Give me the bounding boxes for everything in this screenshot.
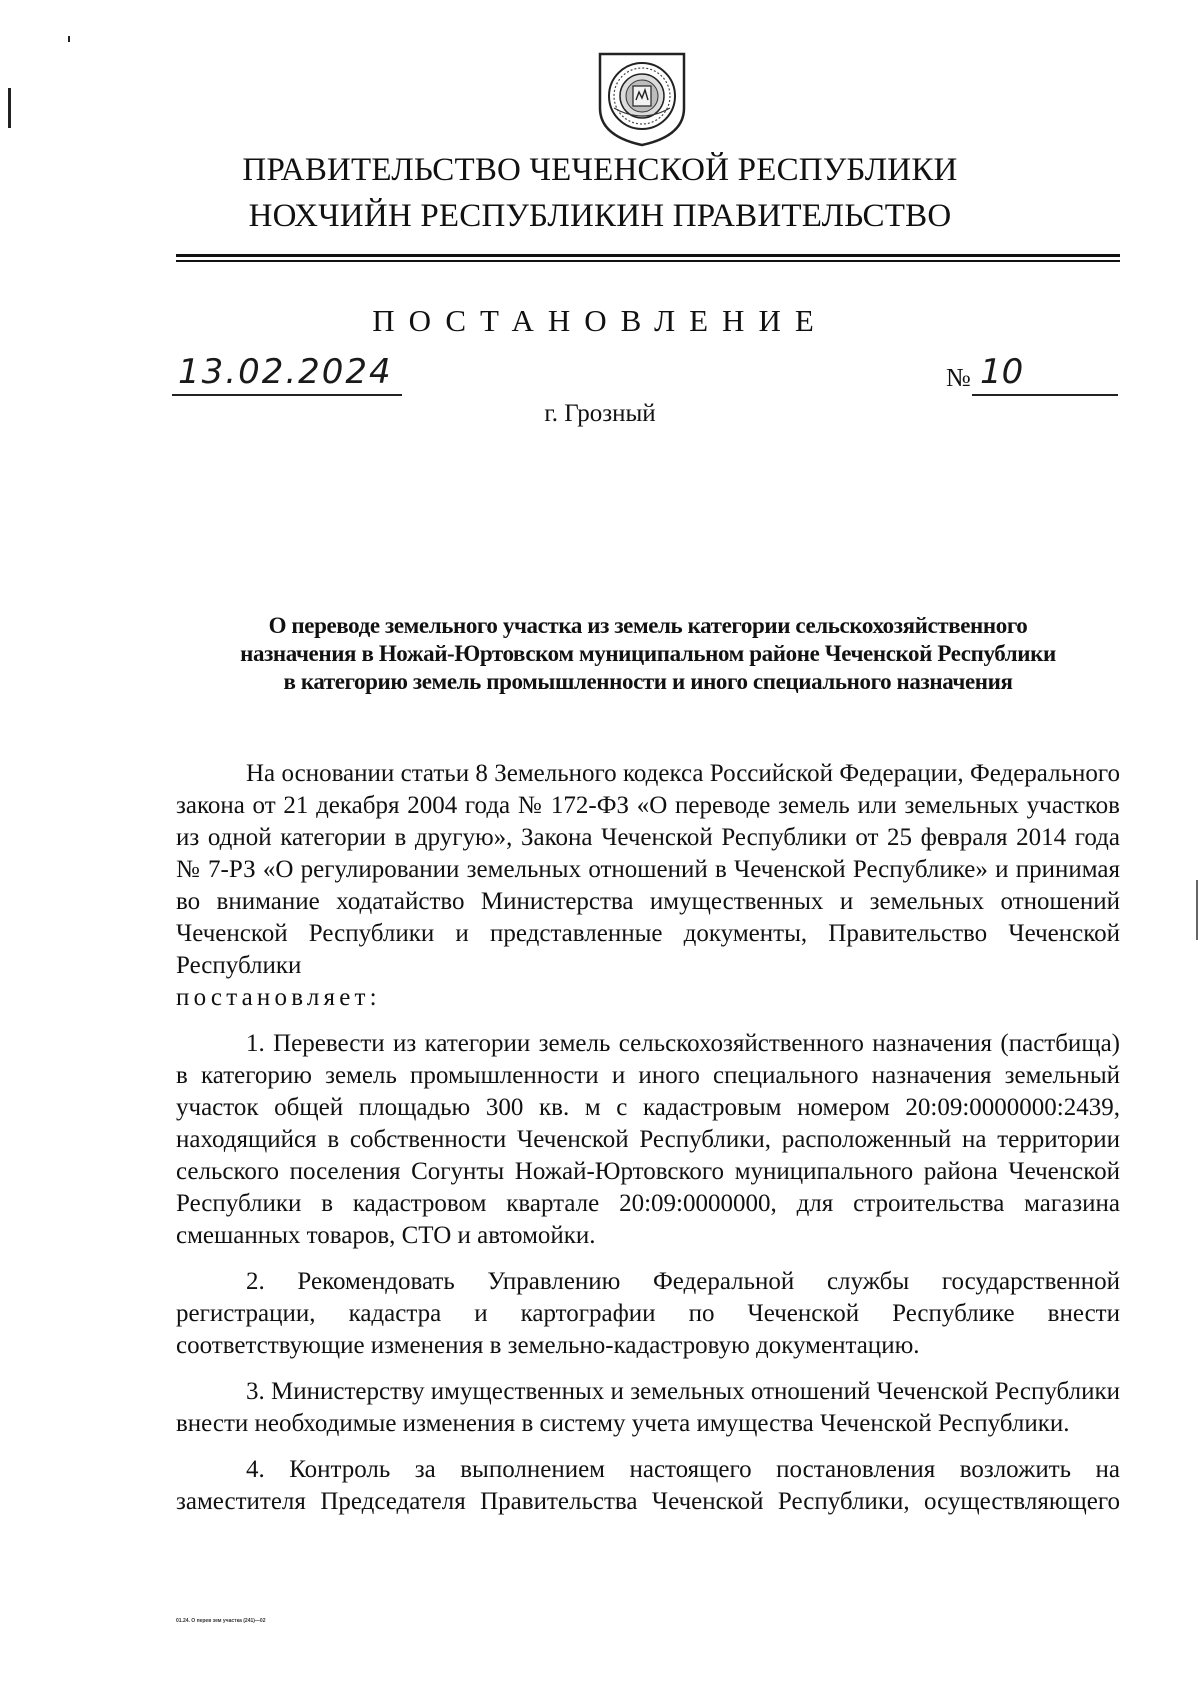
government-name-russian: ПРАВИТЕЛЬСТВО ЧЕЧЕНСКОЙ РЕСПУБЛИКИ — [242, 152, 958, 188]
government-name-chechen: НОХЧИЙН РЕСПУБЛИКИН ПРАВИТЕЛЬСТВО — [248, 198, 952, 234]
number-sign: № — [946, 363, 971, 392]
document-type-heading: ПОСТАНОВЛЕНИЕ — [372, 303, 828, 338]
title-line: назначения в Ножай-Юртовском муниципальном районе Чеченской Республики — [240, 641, 1056, 666]
resolves-word: постановляет: — [176, 984, 381, 1011]
preamble-paragraph: На основании статьи 8 Земельного кодекса Российской Федерации, Федерального закона от 21 декабря 2004 года № 172-ФЗ «О переводе земель или земельных участков из одной категории в другую», Закона Чеченской Республики от 25 февраля 2014 года № 7-РЗ «О регулировании земельных отношений в Чеченской Республике» и принимая во внимание ходатайство Министерства имущественных и земельных отношений Чеченской Республики и представленные документы, Правительство Чеченской Республики — [176, 760, 1120, 979]
scan-artifact — [1196, 880, 1198, 940]
number-underline — [972, 394, 1118, 396]
item-paragraph: 4. Контроль за выполнением настоящего постановления возложить на заместителя Председателя Правительства Чеченской Республики, осуществляющего — [176, 1456, 1120, 1515]
item-paragraph: 2. Рекомендовать Управлению Федеральной службы государственной регистрации, кадастра и картографии по Чеченской Республике внести соответствующие изменения в земельно-кадастровую документацию. — [176, 1268, 1120, 1359]
coat-of-arms-emblem — [596, 50, 688, 148]
title-line: О переводе земельного участка из земель категории сельскохозяйственного — [268, 613, 1028, 638]
document-body — [176, 758, 1120, 1532]
chechen-republic-coat-of-arms-icon — [596, 50, 688, 148]
scan-artifact — [68, 36, 70, 42]
document-number: 10 — [980, 352, 1024, 392]
header-double-rule-top — [176, 254, 1120, 257]
footer-file-reference: 01.24. О перев зем участка (241)—02 — [176, 1618, 266, 1624]
item-paragraph: 3. Министерству имущественных и земельных отношений Чеченской Республики внести необходимые изменения в систему учета имущества Чеченской Республики. — [176, 1378, 1120, 1437]
header-double-rule-bottom — [176, 260, 1120, 262]
city-of-issue: г. Грозный — [544, 400, 656, 427]
date-underline — [172, 394, 402, 396]
document-title — [176, 612, 1120, 696]
title-line: в категорию земель промышленности и иного специального назначения — [283, 669, 1013, 694]
scan-artifact — [8, 88, 11, 128]
document-date: 13.02.2024 — [178, 352, 393, 392]
item-paragraph: 1. Перевести из категории земель сельскохозяйственного назначения (пастбища) в категорию земель промышленности и иного специального назначения земельный участок общей площадью 300 кв. м с кадастровым номером 20:09:0000000:2439, находящийся в собственности Чеченской Республики, расположенный на территории сельского поселения Согунты Ножай-Юртовского муниципального района Чеченской Республики в кадастровом квартале 20:09:0000000, для строительства магазина смешанных товаров, СТО и автомойки. — [176, 1030, 1120, 1249]
